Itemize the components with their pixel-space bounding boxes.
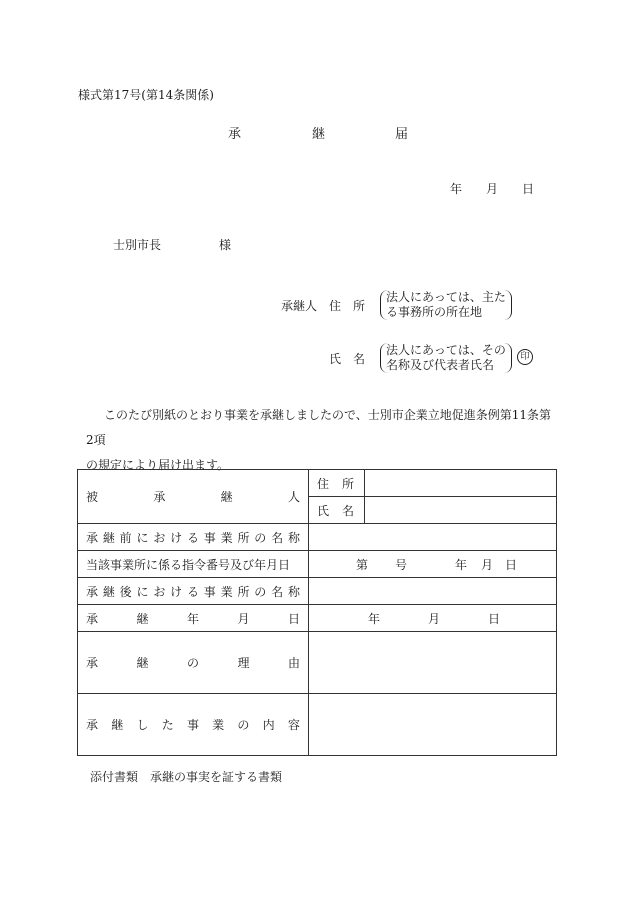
label-char: る <box>186 584 199 599</box>
date-year: 年 <box>450 182 463 196</box>
label-char: 住 <box>317 476 330 491</box>
attachment-line <box>90 768 282 785</box>
predecessor-char: 被 <box>86 490 99 504</box>
label-char: 容 <box>287 718 300 732</box>
body-text <box>86 403 556 478</box>
name-note-line: 法人にあっては、その <box>386 343 506 357</box>
label-char: の <box>186 656 199 670</box>
date-day: 日 <box>522 182 535 196</box>
body-line: の規定により届け出ます。 <box>86 458 230 472</box>
label-char: け <box>170 584 183 599</box>
body-line: このたび別紙のとおり事業を承継しましたので、士別市企業立地促進条例第11条第2項 <box>86 408 552 447</box>
designation-go: 号 <box>395 558 408 572</box>
designation-month: 月 <box>481 558 494 572</box>
label-char: る <box>186 530 199 545</box>
succession-date-label <box>78 605 309 632</box>
label-char: の <box>254 530 267 545</box>
label-char: に <box>136 530 149 545</box>
label-char: 内 <box>262 718 275 732</box>
designation-day: 日 <box>505 558 518 572</box>
label-char: 承 <box>86 611 99 626</box>
address-note <box>380 290 512 320</box>
attachment-label: 添付書類 <box>90 770 139 784</box>
label-char: 業 <box>212 718 225 732</box>
address-note-line: 法人にあっては、主た <box>386 290 506 304</box>
succession-date-value[interactable] <box>309 605 557 632</box>
date-day: 日 <box>488 612 501 626</box>
attachment-text: 承継の事実を証する書類 <box>150 770 283 784</box>
label-char: 名 <box>271 530 284 545</box>
predecessor-char: 人 <box>287 490 300 504</box>
label-char: 事 <box>186 718 199 732</box>
predecessor-char: 継 <box>220 490 233 504</box>
label-char: お <box>153 584 166 599</box>
label-char: 業 <box>220 584 233 599</box>
predecessor-name-value[interactable] <box>365 497 557 524</box>
label-char: 後 <box>119 584 132 599</box>
label-char: の <box>237 718 250 732</box>
seal-mark: 印 <box>517 349 533 365</box>
predecessor-address-label <box>309 470 365 497</box>
predecessor-char: 承 <box>153 490 166 504</box>
prev-office-name-value[interactable] <box>309 524 557 551</box>
title-char: 届 <box>395 127 409 142</box>
address-note-line: る事務所の所在地 <box>386 305 483 319</box>
reason-value[interactable] <box>309 632 557 694</box>
applicant-role-label: 承継人 <box>281 299 318 313</box>
title-char: 承 <box>228 127 242 142</box>
predecessor-name-label <box>309 497 365 524</box>
label-char: 名 <box>271 584 284 599</box>
label-char: 年 <box>186 611 199 626</box>
business-content-label <box>78 694 309 756</box>
label-char: 継 <box>136 656 149 670</box>
predecessor-label-cell <box>78 470 309 524</box>
date-month: 月 <box>428 612 441 626</box>
designation-label-text: 当該事業所に係る指令番号及び年月日 <box>86 557 291 572</box>
label-char: 所 <box>237 530 250 545</box>
label-char: 日 <box>287 611 300 626</box>
after-office-name-value[interactable] <box>309 578 557 605</box>
label-char: た <box>161 718 174 732</box>
label-char: け <box>170 530 183 545</box>
label-char: 承 <box>86 584 99 599</box>
label-char: 理 <box>237 656 250 670</box>
label-char: 承 <box>86 656 99 670</box>
designation-year: 年 <box>455 558 468 572</box>
label-char: 称 <box>287 584 300 599</box>
label-char: 継 <box>136 611 149 626</box>
label-char: し <box>136 718 149 732</box>
reason-label <box>78 632 309 694</box>
document-title <box>0 123 630 142</box>
label-char: 継 <box>102 530 115 545</box>
date-month: 月 <box>486 182 499 196</box>
name-note-line: 名称及び代表者氏名 <box>386 358 495 372</box>
label-char: に <box>136 584 149 599</box>
label-char: 承 <box>86 530 99 545</box>
label-char: お <box>153 530 166 545</box>
label-char: 承 <box>86 718 99 732</box>
label-char: の <box>254 584 267 599</box>
label-char: 称 <box>287 530 300 545</box>
business-content-value[interactable] <box>309 694 557 756</box>
label-char: 事 <box>203 530 216 545</box>
label-char: 継 <box>111 718 124 732</box>
addressee-name: 士別市長 <box>113 238 162 252</box>
title-char: 継 <box>312 127 326 142</box>
designation-value[interactable] <box>309 551 557 578</box>
prev-office-name-label <box>78 524 309 551</box>
applicant-address-label: 住 所 <box>329 299 366 313</box>
label-char: 事 <box>203 584 216 599</box>
form-number: 様式第17号(第14条関係) <box>78 88 214 102</box>
addressee-honorific: 様 <box>219 238 232 252</box>
predecessor-address-value[interactable] <box>365 470 557 497</box>
after-office-name-label <box>78 578 309 605</box>
designation-label <box>78 551 309 578</box>
label-char: 前 <box>119 530 132 545</box>
label-char: 所 <box>237 584 250 599</box>
label-char: 所 <box>341 476 354 491</box>
applicant-name-label: 氏 名 <box>329 352 366 366</box>
label-char: 業 <box>220 530 233 545</box>
succession-table <box>77 469 557 756</box>
label-char: 氏 <box>317 503 330 518</box>
label-char: 名 <box>341 503 354 518</box>
date-year: 年 <box>368 612 381 626</box>
label-char: 由 <box>287 656 300 670</box>
label-char: 月 <box>237 611 250 626</box>
name-note <box>380 343 512 373</box>
designation-dai: 第 <box>356 558 369 572</box>
label-char: 継 <box>102 584 115 599</box>
